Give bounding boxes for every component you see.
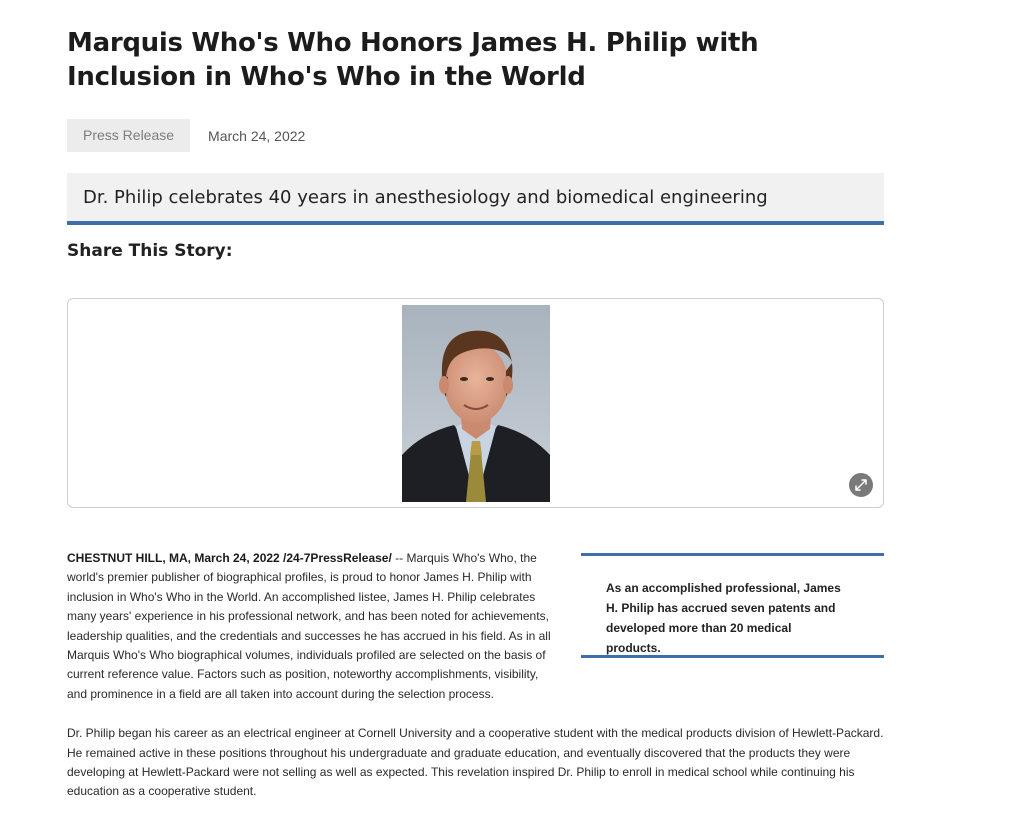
pull-quote: As an accomplished professional, James H. Philip has accrued seven patents and developed more than 20 medical products. <box>581 553 884 658</box>
expand-button[interactable] <box>849 473 873 497</box>
body-paragraph: Dr. Philip began his career as an electrical engineer at Cornell University and a cooperative student with the medical products division of Hewlett-Packard. He remained active in these positions throughout his undergraduate and graduate education, and eventually discovered that the products they were developing at Hewlett-Packard were not selling as well as expected. This revelation inspired Dr. Philip to enroll in medical school while continuing his education as a cooperative student. <box>67 726 884 799</box>
subheadline-text: Dr. Philip celebrates 40 years in anesthesiology and biomedical engineering <box>83 186 768 208</box>
expand-icon <box>855 479 867 491</box>
share-heading: Share This Story: <box>67 241 233 261</box>
image-gallery <box>67 298 884 508</box>
portrait-image[interactable] <box>402 305 550 502</box>
subheadline <box>67 173 884 225</box>
publish-date: March 24, 2022 <box>208 127 306 144</box>
article <box>67 26 884 799</box>
page-title: Marquis Who's Who Honors James H. Philip with Inclusion in Who's Who in the World <box>67 28 759 92</box>
category-tag[interactable]: Press Release <box>67 119 190 152</box>
article-body <box>67 549 884 802</box>
lead-paragraph <box>67 549 554 704</box>
lead-text: -- Marquis Who's Who, the world's premier publisher of biographical profiles, is proud to honor James H. Philip with inclusion in Who's Who in the World. An accomplished listee, James H. Philip celebrates many years' experience in his professional network, and has been noted for achievements, leadership qualities, and the credentials and successes he has accrued in his field. As in all Marquis Who's Who biographical volumes, individuals profiled are selected on the basis of current reference value. Factors such as position, noteworthy accomplishments, visibility, and prominence in a field are all taken into account during the selection process. <box>67 551 551 701</box>
dateline: CHESTNUT HILL, MA, March 24, 2022 /24-7PressRelease/ <box>67 551 392 565</box>
article-meta <box>67 119 884 152</box>
